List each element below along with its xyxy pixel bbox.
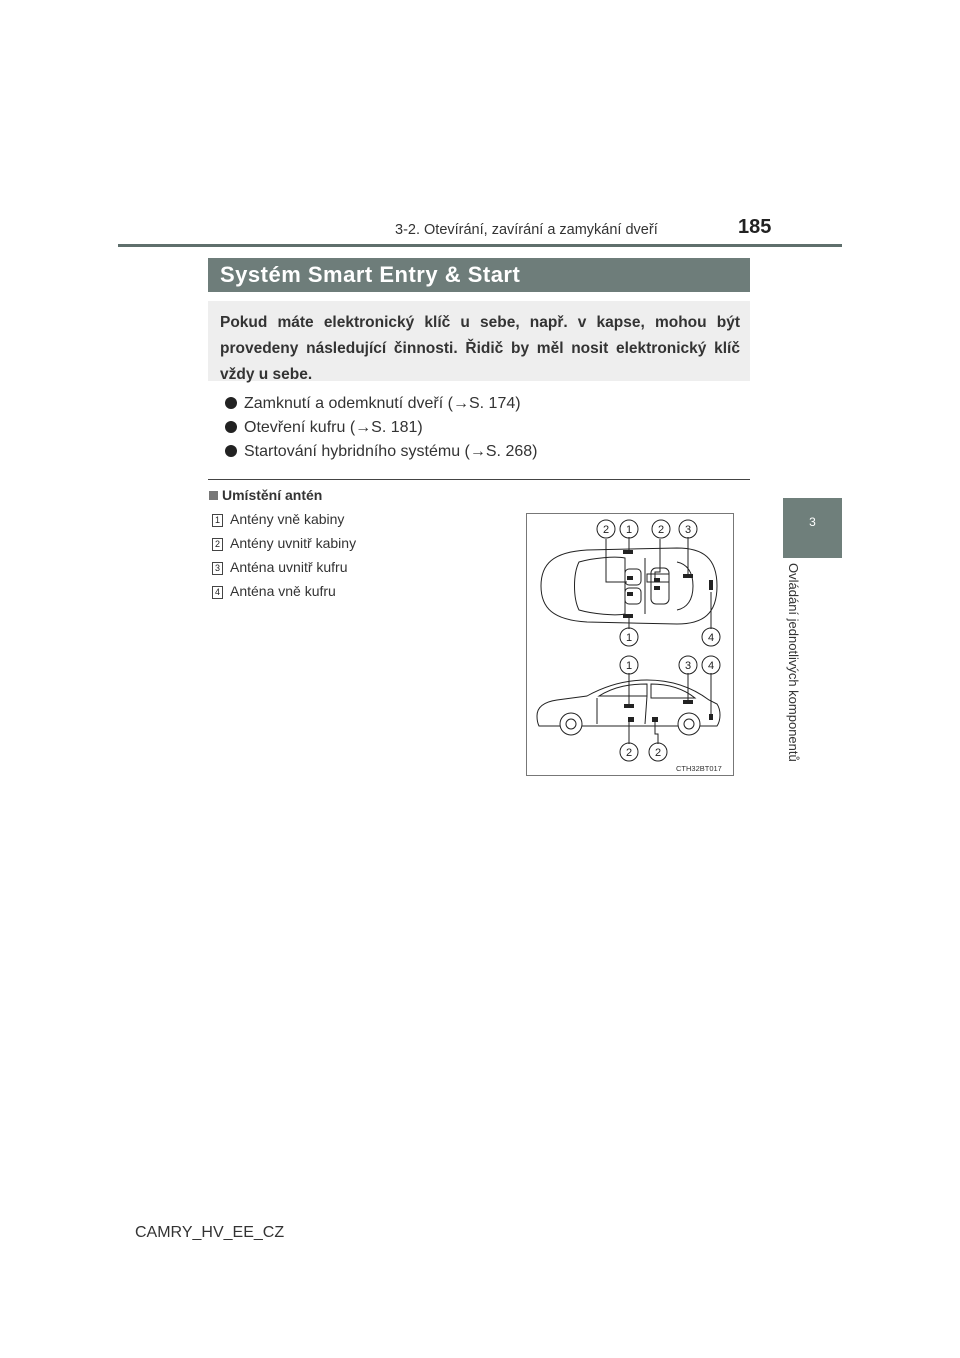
bullet-text: Zamknutí a odemknutí dveří (→S. 174): [244, 395, 521, 412]
section-title-bar: [208, 258, 750, 292]
section-title: Systém Smart Entry & Start: [220, 262, 521, 287]
antenna-location-figure: [526, 513, 734, 776]
callout-label: 4: [707, 660, 715, 672]
subsection-heading: [209, 487, 322, 503]
footer-model-code: CAMRY_HV_EE_CZ: [135, 1224, 285, 1241]
legend-number: 1: [212, 514, 223, 527]
callouts-side: [620, 656, 720, 761]
chapter-label-text: Ovládání jednotlivých komponentů: [786, 563, 801, 762]
section-divider: [208, 479, 750, 480]
intro-box: [208, 301, 750, 381]
callout-label: 3: [684, 660, 692, 672]
legend-text: Antény uvnitř kabiny: [230, 535, 357, 551]
callouts-top: [597, 520, 720, 646]
callout-label: 1: [625, 660, 633, 672]
bullet-item: [225, 443, 537, 461]
subsection-heading-text: Umístění antén: [222, 487, 323, 503]
car-top-view: [541, 548, 717, 624]
header-rule: [118, 244, 842, 247]
bullet-dot-icon: [225, 445, 237, 457]
bullet-item: [225, 395, 521, 413]
bullet-dot-icon: [225, 397, 237, 409]
legend-item: [212, 535, 356, 551]
legend-item: [212, 559, 348, 575]
legend-item: [212, 511, 344, 527]
callout-label: 1: [625, 632, 633, 644]
figure-code: CTH32BT017: [676, 764, 722, 773]
legend-number: 4: [212, 586, 223, 599]
legend-text: Anténa vně kufru: [230, 583, 336, 599]
callout-label: 3: [684, 524, 692, 536]
square-bullet-icon: [209, 491, 218, 500]
chapter-number: 3: [809, 515, 816, 529]
callout-label: 2: [654, 747, 662, 759]
bullet-text: Startování hybridního systému (→S. 268): [244, 443, 538, 460]
bullet-dot-icon: [225, 421, 237, 433]
page-number: 185: [738, 216, 772, 238]
legend-number: 2: [212, 538, 223, 551]
intro-text: Pokud máte elektronický klíč u sebe, např. v kapse, mohou být provedeny následující činnosti. Řidič by měl nosit elektronický klíč vždy u sebe.: [220, 314, 740, 383]
bullet-text: Otevření kufru (→S. 181): [244, 419, 423, 436]
chapter-label: [785, 563, 815, 803]
legend-text: Antény vně kabiny: [230, 511, 345, 527]
legend-text: Anténa uvnitř kufru: [230, 559, 348, 575]
callout-label: 1: [625, 524, 633, 536]
callout-label: 2: [602, 524, 610, 536]
legend-number: 3: [212, 562, 223, 575]
antenna-markers-top: [623, 550, 713, 618]
legend-item: [212, 583, 336, 599]
bullet-item: [225, 419, 423, 437]
callout-label: 2: [657, 524, 665, 536]
antenna-markers-side: [624, 700, 713, 722]
running-header: 3-2. Otevírání, zavírání a zamykání dveří: [395, 222, 658, 238]
car-diagram: [527, 514, 733, 775]
callout-label: 4: [707, 632, 715, 644]
callout-label: 2: [625, 747, 633, 759]
